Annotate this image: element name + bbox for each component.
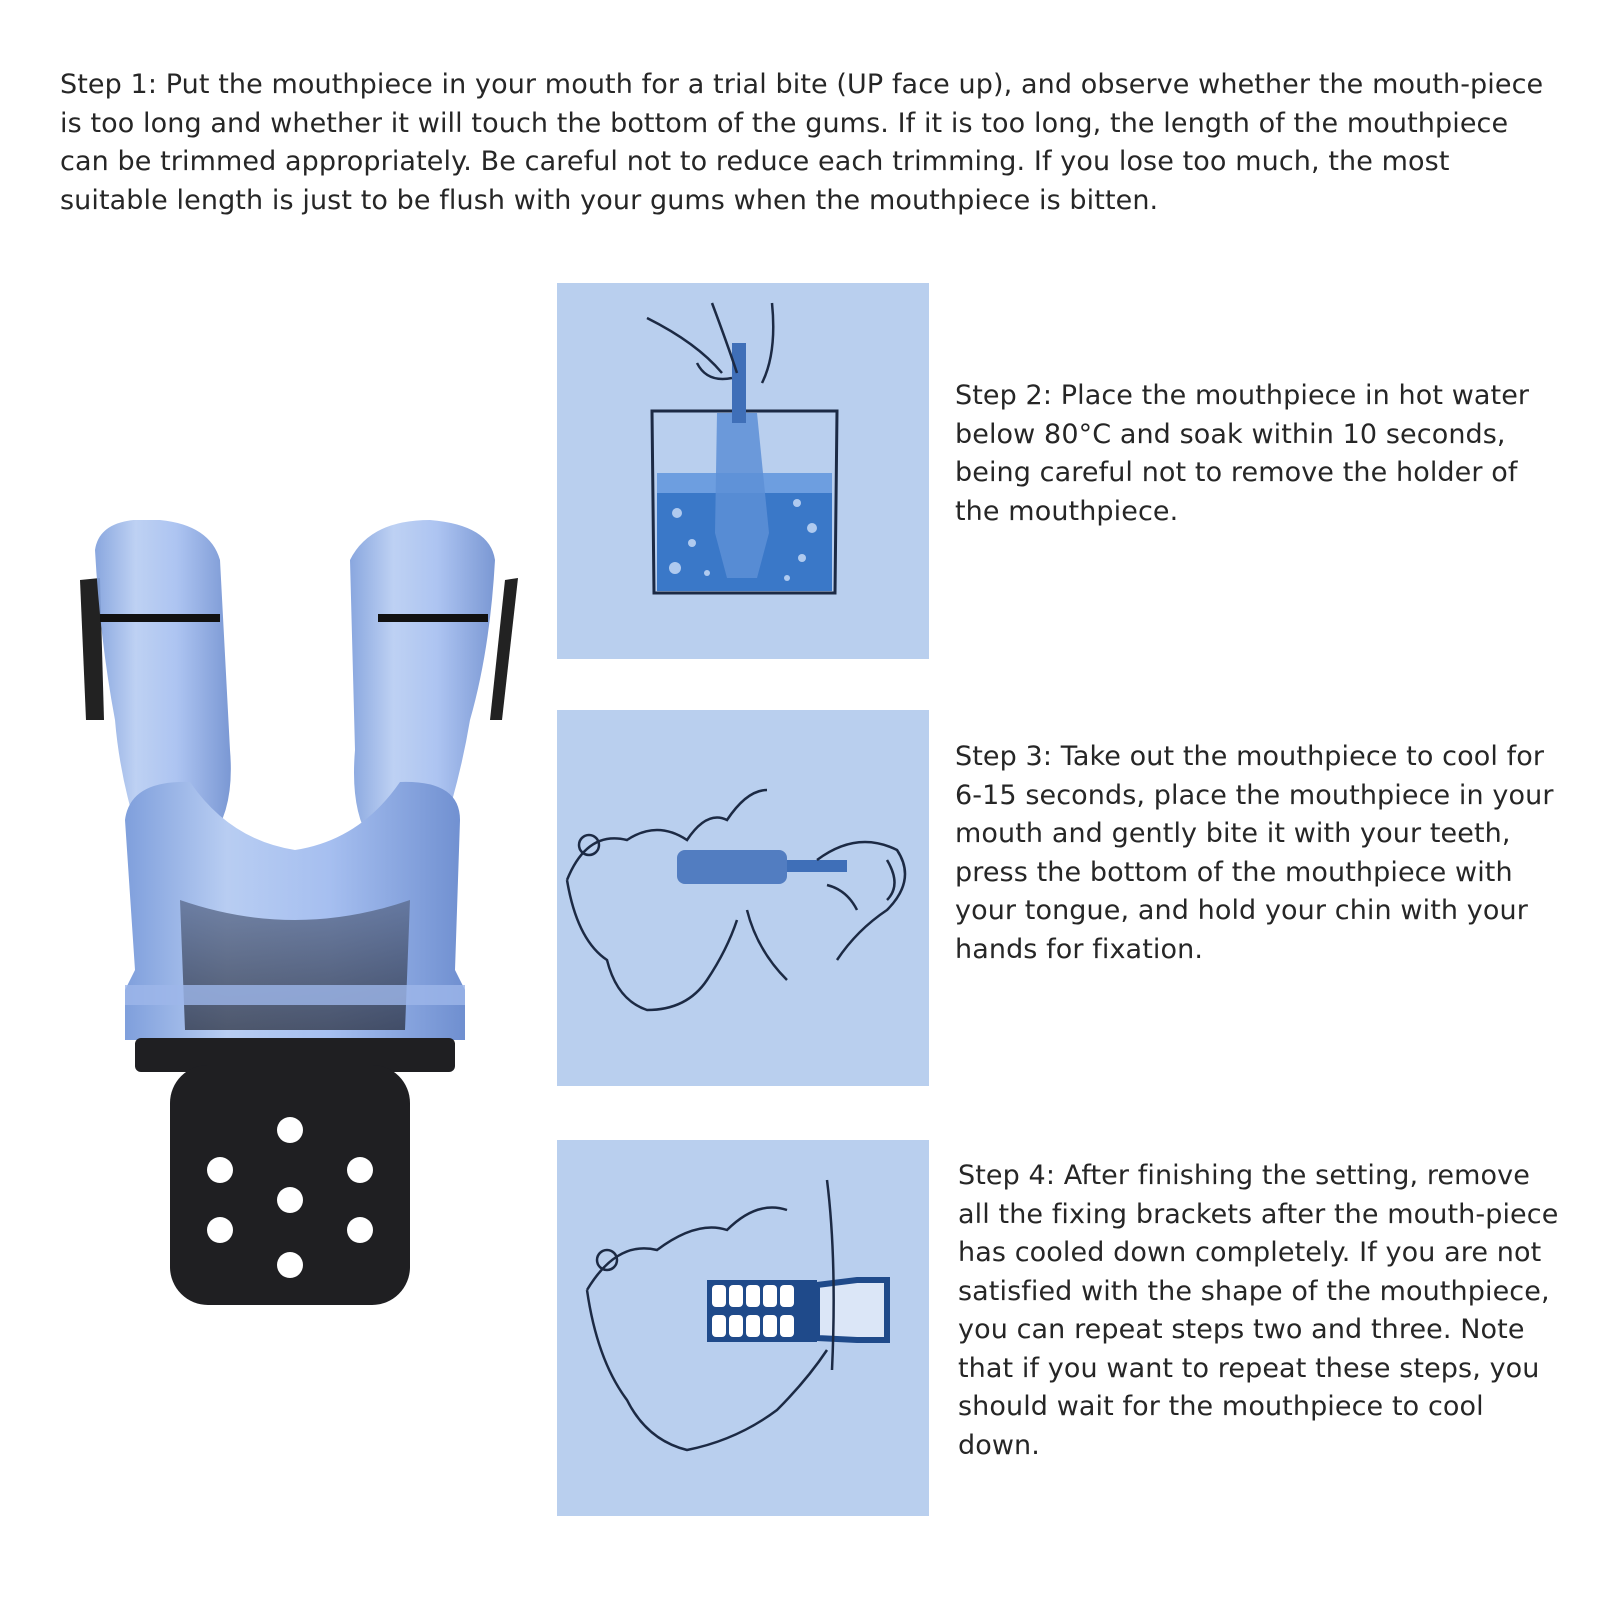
mouthpiece-product-image xyxy=(70,520,530,1340)
step-4-illustration xyxy=(557,1140,929,1516)
jaw-bite-icon xyxy=(557,710,929,1086)
step-1-text: Step 1: Put the mouthpiece in your mouth for a trial bite (UP face up), and observe whether the mouth-piece is too long and whether it will touch the bottom of the gums. If it is too long, the length of the mouthpiece can be trimmed appropriately. Be careful not to reduce each trimming. If you lose too much, the most suitable length is just to be flush with your gums when the mouthpiece is bitten. xyxy=(60,69,1544,216)
step-2-text: Step 2: Place the mouthpiece in hot water below 80°C and soak within 10 seconds, being careful not to remove the holder of the mouthpiece. xyxy=(955,380,1530,527)
step-4-text: Step 4: After finishing the setting, remove all the fixing brackets after the mouth-piece has cooled down completely. If you are not satisfied with the shape of the mouthpiece, you can repeat steps two and three. Note that if you want to repeat these steps, you should wait for the mouthpiece to cool down. xyxy=(958,1160,1559,1461)
mouthpiece-product-icon xyxy=(70,520,530,1340)
step-3-illustration xyxy=(557,710,929,1086)
hot-water-beaker-icon xyxy=(557,283,929,659)
step-3-text: Step 3: Take out the mouthpiece to cool for 6-15 seconds, place the mouthpiece in your mouth and gently bite it with your teeth, press the bottom of the mouthpiece with your tongue, and hold your chin with your hands for fixation. xyxy=(955,741,1554,965)
jaw-fitted-icon xyxy=(557,1140,929,1516)
step-2-illustration xyxy=(557,283,929,659)
right-bracket xyxy=(490,578,518,720)
